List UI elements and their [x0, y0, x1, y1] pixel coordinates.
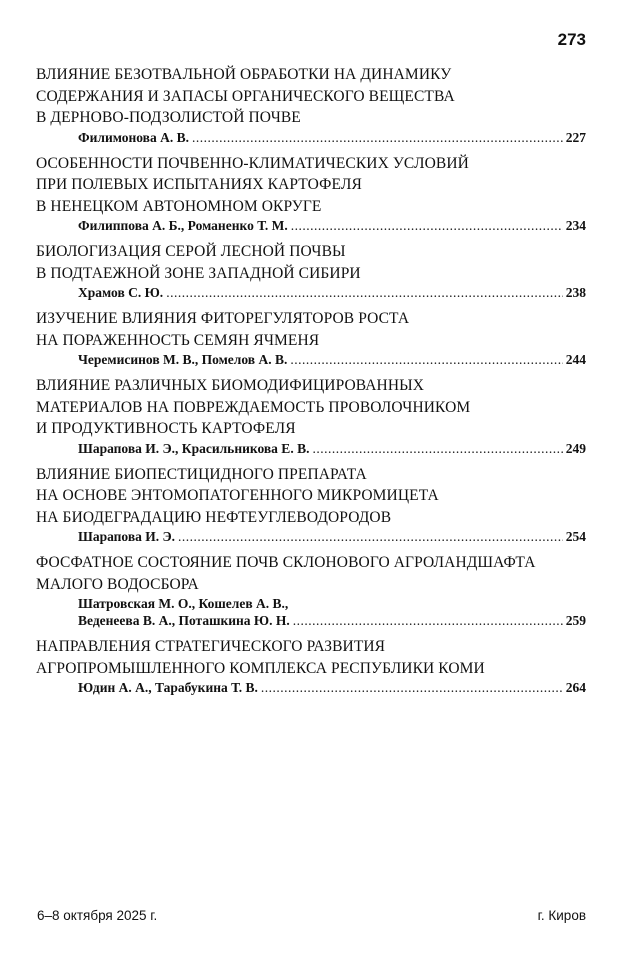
author-names: Юдин А. А., Тарабукина Т. В. [78, 680, 258, 695]
page-footer [37, 908, 586, 923]
toc-entry [36, 375, 586, 457]
table-of-contents [36, 64, 586, 703]
entry-title-line: НА БИОДЕГРАДАЦИЮ НЕФТЕУГЛЕВОДОРОДОВ [36, 508, 392, 526]
page-number: 273 [557, 30, 586, 49]
entry-title-line: НА ПОРАЖЕННОСТЬ СЕМЯН ЯЧМЕНЯ [36, 331, 320, 349]
dot-leader [166, 284, 563, 301]
dot-leader [291, 217, 563, 234]
entry-authors [36, 528, 586, 545]
entry-page-number: 238 [565, 285, 586, 300]
entry-title-line: ВЛИЯНИЕ БИОПЕСТИЦИДНОГО ПРЕПАРАТА [36, 465, 367, 483]
entry-title-line: ПРИ ПОЛЕВЫХ ИСПЫТАНИЯХ КАРТОФЕЛЯ [36, 176, 362, 193]
entry-authors [36, 217, 586, 234]
toc-entry [36, 636, 586, 696]
toc-entry [36, 308, 586, 368]
entry-title-line: ОСОБЕННОСТИ ПОЧВЕННО-КЛИМАТИЧЕСКИХ УСЛОВИЙ [36, 154, 469, 172]
toc-entry [36, 153, 586, 235]
dot-leader [293, 612, 563, 629]
entry-title-line: МАТЕРИАЛОВ НА ПОВРЕЖДАЕМОСТЬ ПРОВОЛОЧНИКОМ [36, 398, 471, 416]
entry-title-line: ВЛИЯНИЕ РАЗЛИЧНЫХ БИОМОДИФИЦИРОВАННЫХ [36, 377, 425, 394]
author-names: Черемисинов М. В., Помелов А. В. [78, 352, 288, 367]
dot-leader [261, 679, 563, 696]
entry-title-line: И ПРОДУКТИВНОСТЬ КАРТОФЕЛЯ [36, 420, 296, 437]
entry-page-number: 254 [565, 529, 586, 544]
entry-title-line: СОДЕРЖАНИЯ И ЗАПАСЫ ОРГАНИЧЕСКОГО ВЕЩЕСТВА [36, 87, 455, 105]
footer-date: 6–8 октября 2025 г. [37, 908, 158, 923]
entry-page-number: 234 [565, 218, 586, 233]
dot-leader [290, 351, 562, 368]
entry-page-number: 259 [565, 613, 586, 628]
entry-title-line: ИЗУЧЕНИЕ ВЛИЯНИЯ ФИТОРЕГУЛЯТОРОВ РОСТА [36, 310, 410, 327]
author-names: Шарапова И. Э., Красильникова Е. В. [78, 440, 310, 456]
author-names: Филиппова А. Б., Романенко Т. М. [78, 218, 288, 233]
dot-leader [192, 129, 563, 146]
entry-title-line: ФОСФАТНОЕ СОСТОЯНИЕ ПОЧВ СКЛОНОВОГО АГРОЛАНДШАФТА [36, 554, 536, 571]
entry-title-line: НАПРАВЛЕНИЯ СТРАТЕГИЧЕСКОГО РАЗВИТИЯ [36, 638, 386, 655]
entry-authors [36, 284, 586, 301]
entry-title-line: В НЕНЕЦКОМ АВТОНОМНОМ ОКРУГЕ [36, 197, 322, 215]
entry-authors [36, 595, 586, 612]
entry-title-line: БИОЛОГИЗАЦИЯ СЕРОЙ ЛЕСНОЙ ПОЧВЫ [36, 243, 346, 260]
dot-leader [178, 528, 563, 545]
toc-entry [36, 464, 586, 546]
entry-page-number: 244 [565, 352, 586, 367]
entry-authors [36, 679, 586, 696]
toc-entry [36, 241, 586, 301]
footer-city: г. Киров [537, 908, 586, 923]
author-names: Веденеева В. А., Поташкина Ю. Н. [78, 613, 290, 628]
entry-authors [36, 129, 586, 146]
entry-title-line: ВЛИЯНИЕ БЕЗОТВАЛЬНОЙ ОБРАБОТКИ НА ДИНАМИКУ [36, 66, 452, 83]
entry-page-number: 227 [565, 129, 586, 145]
entry-page-number: 264 [565, 680, 586, 695]
entry-title-line: АГРОПРОМЫШЛЕННОГО КОМПЛЕКСА РЕСПУБЛИКИ КОМИ [36, 659, 485, 677]
toc-entry [36, 64, 586, 146]
entry-title-line: НА ОСНОВЕ ЭНТОМОПАТОГЕННОГО МИКРОМИЦЕТА [36, 487, 439, 504]
entry-authors [36, 351, 586, 368]
author-names: Шатровская М. О., Кошелев А. В., [78, 596, 289, 611]
author-names: Шарапова И. Э. [78, 529, 176, 544]
dot-leader [312, 440, 562, 457]
entry-authors [36, 612, 586, 629]
entry-authors [36, 440, 586, 457]
entry-title-line: В ПОДТАЕЖНОЙ ЗОНЕ ЗАПАДНОЙ СИБИРИ [36, 264, 361, 282]
author-names: Храмов С. Ю. [78, 285, 164, 300]
toc-entry [36, 552, 586, 629]
entry-page-number: 249 [565, 440, 586, 456]
author-names: Филимонова А. В. [78, 129, 189, 145]
entry-title-line: МАЛОГО ВОДОСБОРА [36, 575, 199, 593]
entry-title-line: В ДЕРНОВО-ПОДЗОЛИСТОЙ ПОЧВЕ [36, 109, 301, 126]
